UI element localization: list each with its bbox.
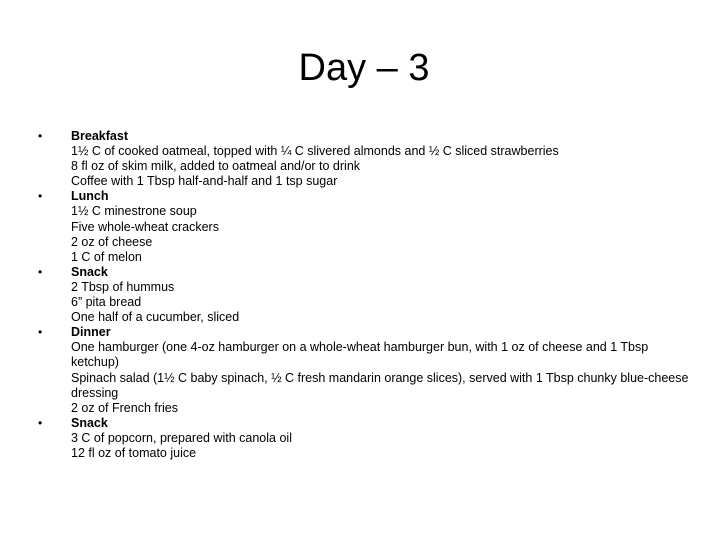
- meal-line: 2 Tbsp of hummus: [71, 279, 175, 294]
- meal-line: 6” pita bread: [71, 295, 142, 310]
- meal-line: 2 oz of French fries: [71, 400, 178, 415]
- bullet-icon: •: [38, 415, 43, 430]
- meal-heading: Snack: [71, 415, 108, 430]
- meal-line: One half of a cucumber, sliced: [71, 310, 240, 325]
- slide-title: Day – 3: [298, 47, 430, 89]
- meal-heading: Breakfast: [71, 129, 128, 143]
- meal-heading: Lunch: [71, 189, 109, 204]
- meal-line: 1 C of melon: [71, 249, 142, 264]
- meal-list: [38, 129, 698, 461]
- meal-item-snack-1: [38, 265, 698, 325]
- bullet-icon: •: [38, 189, 43, 204]
- meal-line: 2 oz of cheese: [71, 234, 153, 249]
- meal-heading: Dinner: [71, 325, 111, 340]
- meal-item-lunch: [38, 189, 698, 264]
- meal-line: 12 fl oz of tomato juice: [71, 445, 197, 460]
- meal-line: 1½ C minestrone soup: [71, 204, 197, 219]
- meal-line: 8 fl oz of skim milk, added to oatmeal and/or to drink: [71, 159, 361, 174]
- meal-line: 3 C of popcorn, prepared with canola oil: [71, 430, 292, 445]
- bullet-icon: •: [38, 264, 43, 279]
- meal-heading: Snack: [71, 264, 108, 279]
- bullet-icon: •: [38, 129, 43, 143]
- meal-line: 1½ C of cooked oatmeal, topped with ¼ C slivered almonds and ½ C sliced strawberries: [71, 144, 559, 159]
- meal-item-snack-2: [38, 416, 698, 461]
- meal-line: Coffee with 1 Tbsp half-and-half and 1 tsp sugar: [71, 174, 338, 189]
- meal-line: Spinach salad (1½ C baby spinach, ½ C fresh mandarin orange slices), served with 1 Tbsp chunky blue-cheese dressing: [71, 370, 689, 400]
- bullet-icon: •: [38, 325, 43, 340]
- meal-line: One hamburger (one 4-oz hamburger on a whole-wheat hamburger bun, with 1 oz of cheese and 1 Tbsp ketchup): [71, 340, 649, 370]
- meal-item-breakfast: [38, 129, 698, 189]
- meal-item-dinner: [38, 325, 698, 416]
- meal-line: Five whole-wheat crackers: [71, 219, 219, 234]
